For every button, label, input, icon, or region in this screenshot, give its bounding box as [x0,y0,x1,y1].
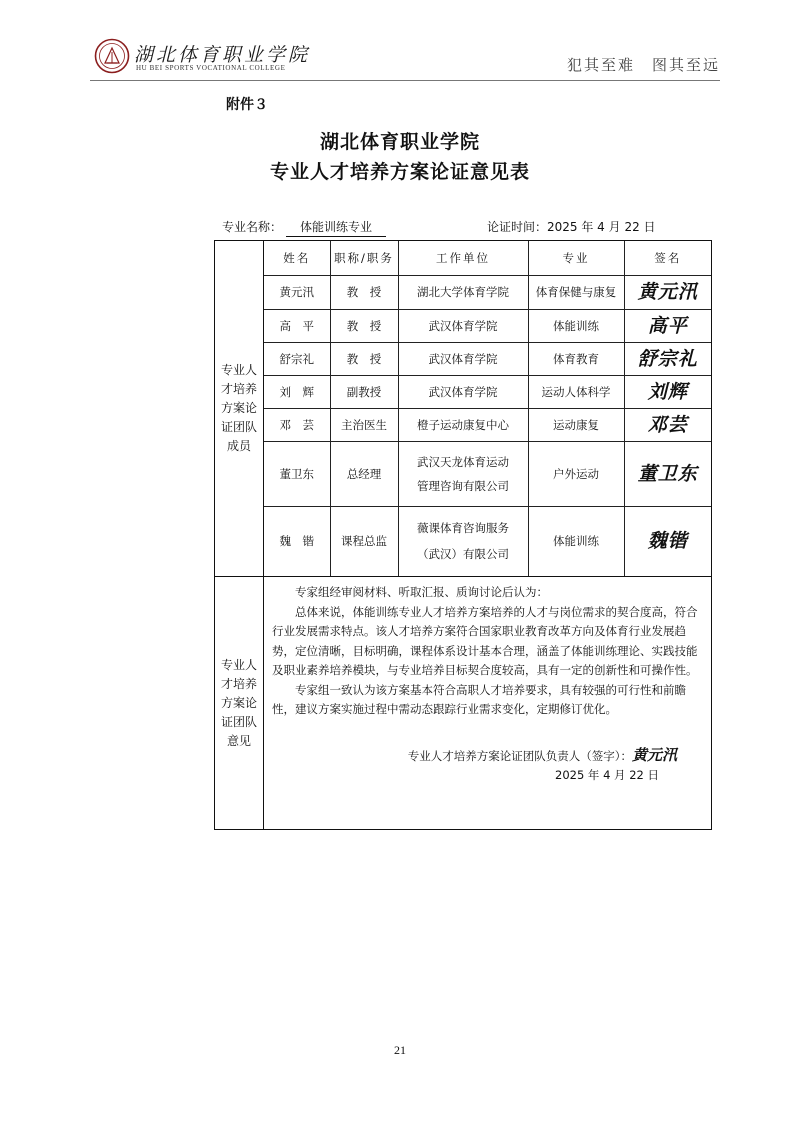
opinion-paragraph-2: 专家组一致认为该方案基本符合高职人才培养要求，具有较强的可行性和前瞻性，建议方案实施过程中需动态跟踪行业需求变化，定期修订优化。 [272,682,686,716]
member-name: 舒宗礼 [264,342,330,375]
member-signature: 董卫东 [624,441,711,506]
member-signature: 高平 [624,309,711,342]
college-name-en: HU BEI SPORTS VOCATIONAL COLLEGE [136,64,286,72]
header-divider [90,80,720,81]
team-side-label: 专业人 才培养 方案论 证团队 成员 [215,241,264,577]
member-title: 教 授 [330,309,398,342]
member-name: 董卫东 [264,441,330,506]
member-unit: 薇课体育咨询服务 （武汉）有限公司 [398,506,528,576]
column-header: 签名 [624,241,711,275]
member-signature: 魏锴 [624,506,711,576]
member-name: 高 平 [264,309,330,342]
member-name: 魏 锴 [264,506,330,576]
member-signature: 黄元汛 [624,275,711,309]
major-field [222,218,386,237]
member-unit: 武汉天龙体育运动 管理咨询有限公司 [398,441,528,506]
document-title-line1: 湖北体育职业学院 [319,131,480,153]
opinion-intro: 专家组经审阅材料、听取汇报、质询讨论后认为： [295,585,548,599]
member-unit: 武汉体育学院 [398,309,528,342]
date-value: 2025 年 4 月 22 日 [547,220,656,234]
table-row [264,342,711,375]
member-unit: 橙子运动康复中心 [398,408,528,441]
table-row [264,408,711,441]
member-major: 运动人体科学 [528,375,624,408]
member-name: 邓 芸 [264,408,330,441]
member-name: 黄元汛 [264,275,330,309]
member-major: 体育保健与康复 [528,275,624,309]
sign-date: 2025 年 4 月 22 日 [555,768,659,782]
member-major: 体能训练 [528,506,624,576]
college-logo-icon [94,38,130,74]
member-unit: 武汉体育学院 [398,375,528,408]
leader-sign-line [272,746,703,767]
member-title: 教 授 [330,275,398,309]
member-signature: 刘辉 [624,375,711,408]
member-name: 刘 辉 [264,375,330,408]
document-title-line2: 专业人才培养方案论证意见表 [269,161,530,183]
table-row [264,375,711,408]
date-label: 论证时间： [487,220,548,234]
team-members-cell [264,241,712,577]
member-signature: 舒宗礼 [624,342,711,375]
review-form-table [214,240,712,830]
major-value: 体能训练专业 [286,218,386,237]
member-title: 课程总监 [330,506,398,576]
team-members-table [264,241,711,576]
opinion-side-label: 专业人 才培养 方案论 证团队 意见 [215,577,264,830]
member-title: 教 授 [330,342,398,375]
table-row [264,441,711,506]
member-title: 副教授 [330,375,398,408]
column-header: 职称/职务 [330,241,398,275]
column-header: 工作单位 [398,241,528,275]
member-major: 体能训练 [528,309,624,342]
member-unit: 湖北大学体育学院 [398,275,528,309]
table-row [264,309,711,342]
member-signature: 邓芸 [624,408,711,441]
table-row [264,275,711,309]
table-row [264,506,711,576]
leader-signature: 黄元汛 [631,745,677,764]
member-unit: 武汉体育学院 [398,342,528,375]
column-header: 专业 [528,241,624,275]
page-header [90,38,720,80]
opinion-cell [264,577,712,830]
opinion-paragraph-1: 总体来说，体能训练专业人才培养方案培养的人才与岗位需求的契合度高，符合行业发展需求特点。该人才培养方案符合国家职业教育改革方向及体育行业发展趋势，定位清晰，目标明确，课程体系设计基本合理，涵盖了体能训练理论、实践技能及职业素养培养模块，与专业培养目标契合度较高，具有一定的创新性和可操作性。 [272,604,698,677]
college-motto: 犯其至难 图其至远 [566,56,720,74]
member-title: 总经理 [330,441,398,506]
member-title: 主治医生 [330,408,398,441]
date-field [487,218,656,235]
page-number: 21 [394,1043,406,1057]
major-label: 专业名称： [222,220,283,234]
member-major: 体育教育 [528,342,624,375]
table-header-row [264,241,711,275]
member-major: 运动康复 [528,408,624,441]
column-header: 姓名 [264,241,330,275]
member-major: 户外运动 [528,441,624,506]
college-name-cn: 湖北体育职业学院 [134,44,311,66]
attachment-label: 附件３ [226,97,268,113]
leader-label: 专业人才培养方案论证团队负责人（签字）： [407,748,632,763]
